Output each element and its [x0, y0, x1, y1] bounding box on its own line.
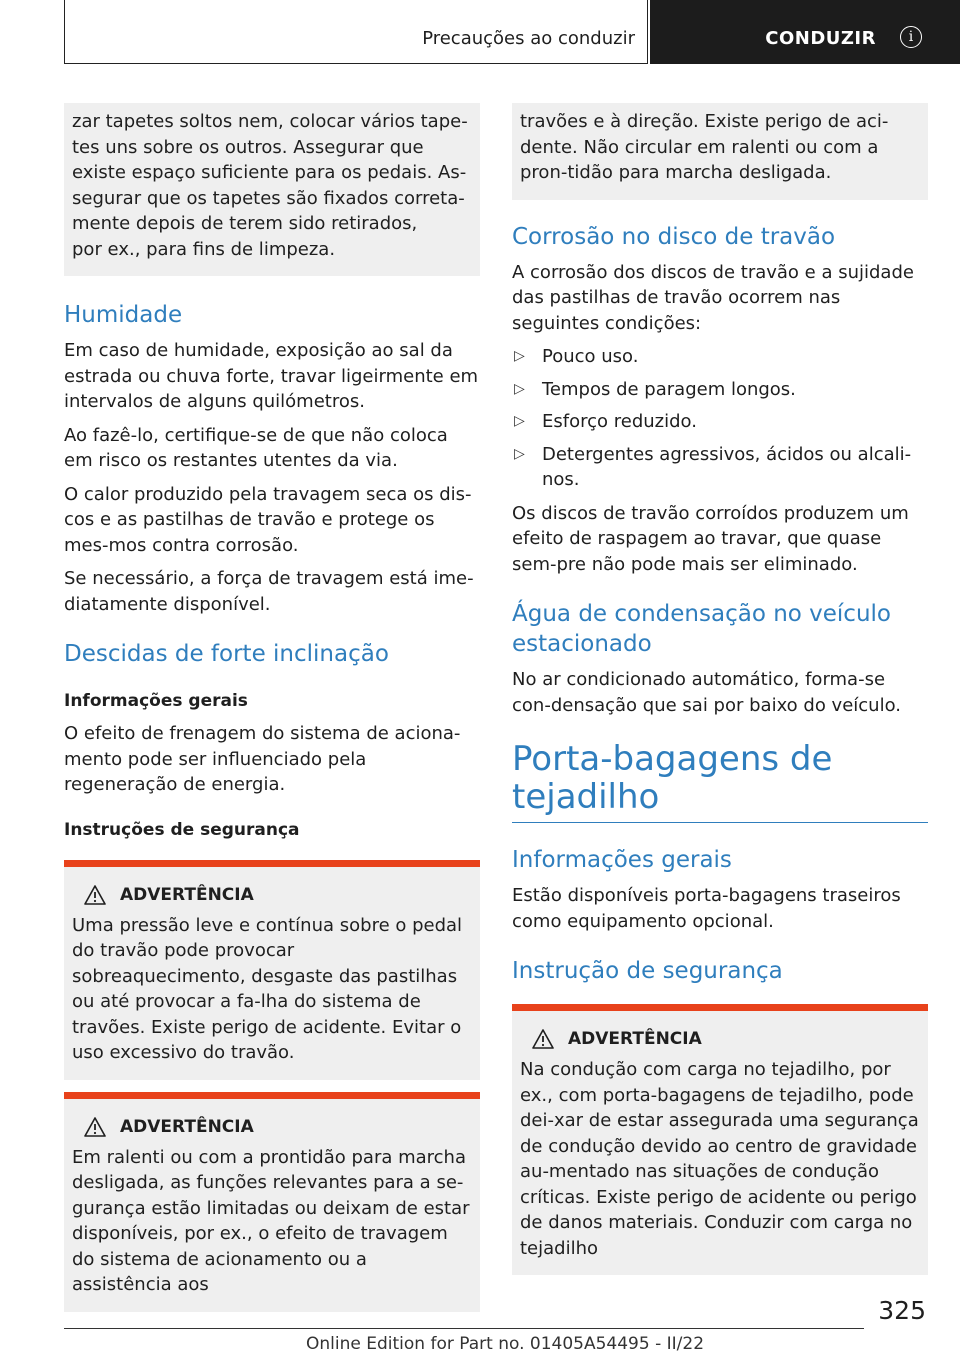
warning-label: ADVERTÊNCIA: [120, 1116, 254, 1137]
paragraph: O efeito de frenagem do sistema de aciona-mento pode ser influenciado pela regeneração de energia.: [64, 723, 461, 795]
list-item-text: Tempos de paragem longos.: [542, 378, 796, 400]
paragraph: No ar condicionado automático, forma-se con-densação que sai por baixo do veículo.: [512, 669, 902, 716]
warning-label: ADVERTÊNCIA: [568, 1029, 702, 1049]
heading-info-gerais: Informações gerais: [512, 847, 732, 873]
paragraph: A corrosão dos discos de travão e a sujidade das pastilhas de travão ocorrem nas seguintes condições:: [512, 261, 914, 334]
warning-triangle-icon: [84, 1117, 106, 1137]
warning-title: [72, 1115, 472, 1139]
warning-title: [520, 1027, 920, 1051]
list-item-text: Pouco uso.: [542, 346, 639, 367]
warning-box: [64, 860, 480, 1080]
warning-box: [64, 1092, 480, 1312]
triangle-bullet-icon: ▷: [514, 380, 525, 397]
continued-note-box: [64, 103, 480, 276]
subheading-instrucoes: Instruções de segurança: [64, 819, 300, 840]
list-item: [512, 442, 928, 493]
warning-box: [512, 1004, 928, 1275]
heading-porta-bagagens: Porta-bagagens de tejadilho: [512, 739, 833, 817]
conditions-list: [512, 344, 928, 493]
box-line: existe espaço suficiente para os pedais. As-: [72, 162, 467, 183]
box-line: mente depois de terem sido retirados,: [72, 213, 418, 234]
heading-agua: Água de condensação no veículo estacionado: [512, 601, 891, 657]
warning-title: [72, 883, 472, 907]
warning-text: Uma pressão leve e contínua sobre o pedal do travão pode provocar sobreaquecimento, desgaste das pastilhas ou até provocar a fa-lha do sistema de travões. Existe perigo de acidente. Evitar o uso excessivo do travão.: [72, 914, 463, 1063]
warning-text: Na condução com carga no tejadilho, por ex., com porta-bagagens de tejadilho, pode dei-xar de estar assegurada uma segurança de condução devido ao centro de gravidade au-mentado nas situações de condução críticas. Existe perigo de acidente ou perigo de danos materiais. Conduzir com carga no tejadilho: [520, 1059, 919, 1259]
heading-instrucao: Instrução de segurança: [512, 958, 783, 984]
triangle-bullet-icon: ▷: [514, 445, 525, 462]
list-item: [512, 344, 928, 370]
box-line: zar tapetes soltos nem, colocar vários tape-: [72, 111, 468, 132]
list-item: [512, 377, 928, 403]
paragraph: Os discos de travão corroídos produzem um efeito de raspagem ao travar, que quase sem-pre não pode mais ser eliminado.: [512, 502, 909, 575]
info-icon: i: [900, 26, 922, 48]
left-column: [64, 103, 480, 1312]
header-chapter-box: [650, 0, 960, 64]
warning-text: Em ralenti ou com a prontidão para marcha desligada, as funções relevantes para a se-gurança estão limitadas ou deixam de estar disponíveis, por ex., o efeito de travagem do sistema de acionamento ou a assistência aos: [72, 1146, 470, 1295]
right-column: [512, 103, 928, 1275]
paragraph: Ao fazê-lo, certifique-se de que não coloca em risco os restantes utentes da via.: [64, 424, 448, 471]
subheading-info-gerais: Informações gerais: [64, 691, 248, 711]
paragraph: Se necessário, a força de travagem está ime-diatamente disponível.: [64, 568, 474, 615]
paragraph: O calor produzido pela travagem seca os dis-cos e as pastilhas de travão e protege os mes-mos contra corrosão.: [64, 483, 472, 556]
heading-descidas: Descidas de forte inclinação: [64, 641, 389, 667]
continued-warning-box: [512, 103, 928, 200]
footer-rule: [64, 1328, 864, 1329]
warning-triangle-icon: [84, 885, 106, 905]
heading-rule: [512, 822, 928, 823]
list-item-text: Detergentes agressivos, ácidos ou alcali-nos.: [542, 443, 912, 490]
box-line: segurar que os tapetes são fixados correta-: [72, 187, 465, 209]
warning-triangle-icon: [532, 1029, 554, 1049]
header-section-title: Precauções ao conduzir: [422, 28, 635, 49]
triangle-bullet-icon: ▷: [514, 348, 525, 364]
paragraph: Em caso de humidade, exposição ao sal da estrada ou chuva forte, travar ligeirmente em intervalos de alguns quilómetros.: [64, 340, 479, 412]
list-item: [512, 409, 928, 435]
list-item-text: Esforço reduzido.: [542, 411, 697, 432]
triangle-bullet-icon: ▷: [514, 413, 525, 429]
header-chapter-title: CONDUZIR: [765, 28, 876, 49]
footer-edition: Online Edition for Part no. 01405A54495 - II/22: [306, 1334, 705, 1354]
heading-humidade: Humidade: [64, 302, 183, 328]
page-number: 325: [878, 1296, 926, 1325]
box-line: tes uns sobre os outros. Assegurar que: [72, 136, 424, 158]
header-section-box: [64, 0, 648, 64]
box-line: por ex., para fins de limpeza.: [72, 238, 336, 260]
paragraph: Estão disponíveis porta-bagagens traseiros como equipamento opcional.: [512, 885, 901, 932]
warning-label: ADVERTÊNCIA: [120, 884, 254, 905]
heading-corrosao: Corrosão no disco de travão: [512, 223, 836, 250]
box-text: travões e à direção. Existe perigo de aci-dente. Não circular em ralenti ou com a pron-tidão para marcha desligada.: [520, 111, 889, 183]
